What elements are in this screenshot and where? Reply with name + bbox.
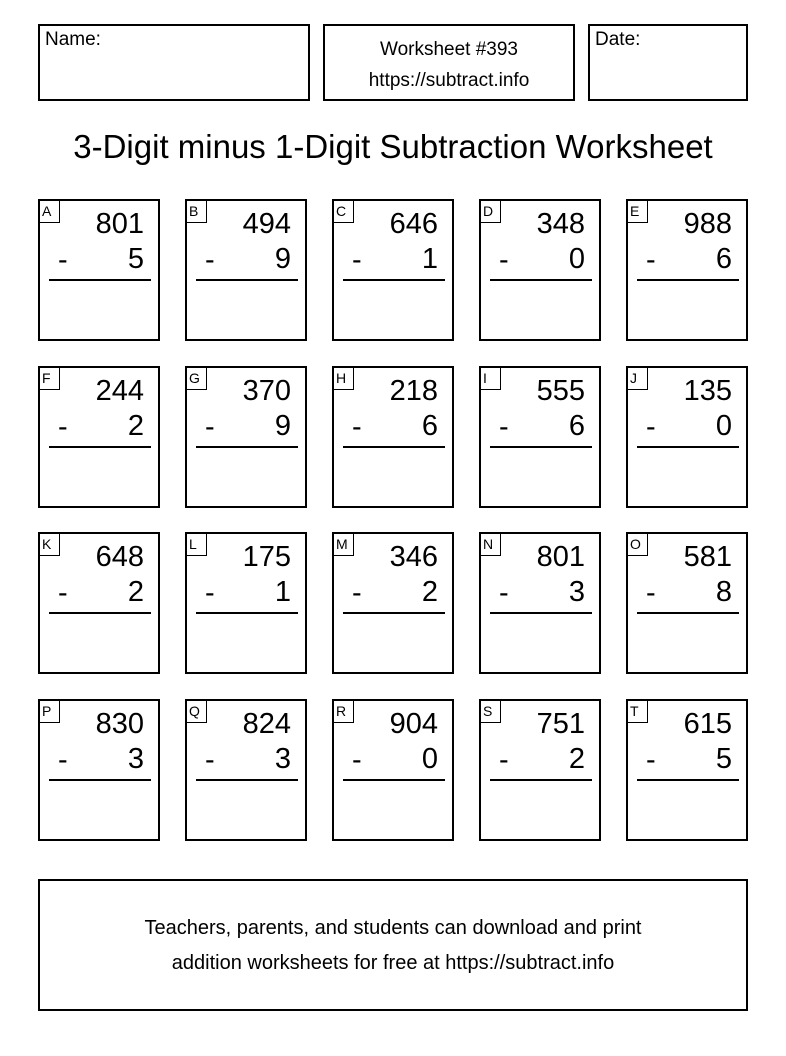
answer-line [637,446,739,448]
minuend: 988 [683,208,732,240]
problem-letter: G [187,368,207,390]
problem-d[interactable] [479,199,601,341]
problem-c[interactable] [332,199,454,341]
answer-line [637,779,739,781]
minus-sign: - [499,244,509,276]
minuend: 370 [242,375,291,407]
problem-e[interactable] [626,199,748,341]
minus-sign: - [352,577,362,609]
problem-k[interactable] [38,532,160,674]
problem-p[interactable] [38,699,160,841]
problem-j[interactable] [626,366,748,508]
problem-letter: Q [187,701,207,723]
answer-line [343,612,445,614]
answer-line [196,612,298,614]
minus-sign: - [205,577,215,609]
problem-letter: E [628,201,648,223]
minuend: 555 [536,375,585,407]
answer-line [490,779,592,781]
subtrahend: 6 [568,410,585,442]
problem-r[interactable] [332,699,454,841]
problem-i[interactable] [479,366,601,508]
minus-sign: - [352,411,362,443]
answer-line [637,279,739,281]
problem-letter: J [628,368,648,390]
minus-sign: - [646,411,656,443]
subtrahend: 8 [715,576,732,608]
minuend: 135 [683,375,732,407]
minuend: 348 [536,208,585,240]
name-box[interactable] [38,24,310,101]
subtrahend: 2 [568,743,585,775]
subtrahend: 1 [421,243,438,275]
subtrahend: 3 [274,743,291,775]
problem-letter: K [40,534,60,556]
problem-f[interactable] [38,366,160,508]
minuend: 751 [536,708,585,740]
answer-line [49,279,151,281]
minuend: 346 [389,541,438,573]
answer-line [196,279,298,281]
worksheet-info-box [323,24,575,101]
problem-letter: M [334,534,354,556]
minus-sign: - [58,411,68,443]
minus-sign: - [205,411,215,443]
minuend: 615 [683,708,732,740]
subtrahend: 2 [127,576,144,608]
footer-line-1: Teachers, parents, and students can download and print [144,917,642,939]
answer-line [49,612,151,614]
problem-letter: R [334,701,354,723]
minus-sign: - [58,244,68,276]
problem-letter: N [481,534,501,556]
subtrahend: 3 [127,743,144,775]
answer-line [637,612,739,614]
problem-letter: C [334,201,354,223]
answer-line [343,446,445,448]
answer-line [49,779,151,781]
minus-sign: - [646,244,656,276]
minuend: 218 [389,375,438,407]
problem-letter: B [187,201,207,223]
problem-letter: H [334,368,354,390]
answer-line [49,446,151,448]
minuend: 581 [683,541,732,573]
subtrahend: 0 [421,743,438,775]
minuend: 904 [389,708,438,740]
subtrahend: 5 [715,743,732,775]
problem-letter: P [40,701,60,723]
answer-line [490,612,592,614]
date-label: Date: [595,29,641,50]
minuend: 175 [242,541,291,573]
minuend: 244 [95,375,144,407]
problem-a[interactable] [38,199,160,341]
minuend: 801 [95,208,144,240]
problem-letter: A [40,201,60,223]
worksheet-url: https://subtract.info [368,70,530,91]
answer-line [343,779,445,781]
answer-line [343,279,445,281]
problem-letter: L [187,534,207,556]
minuend: 494 [242,208,291,240]
problem-o[interactable] [626,532,748,674]
minuend: 824 [242,708,291,740]
subtrahend: 3 [568,576,585,608]
footer-line-2: addition worksheets for free at https://subtract.info [171,952,615,974]
subtrahend: 0 [715,410,732,442]
answer-line [196,446,298,448]
minus-sign: - [499,577,509,609]
answer-line [196,779,298,781]
problem-q[interactable] [185,699,307,841]
minus-sign: - [58,744,68,776]
problem-g[interactable] [185,366,307,508]
minus-sign: - [352,244,362,276]
problem-m[interactable] [332,532,454,674]
problem-s[interactable] [479,699,601,841]
subtrahend: 1 [274,576,291,608]
minus-sign: - [352,744,362,776]
minuend: 801 [536,541,585,573]
name-label: Name: [45,29,101,50]
minus-sign: - [499,744,509,776]
problem-letter: T [628,701,648,723]
date-box[interactable] [588,24,748,101]
minus-sign: - [205,244,215,276]
problem-letter: S [481,701,501,723]
problem-l[interactable] [185,532,307,674]
problem-n[interactable] [479,532,601,674]
problem-letter: I [481,368,501,390]
subtrahend: 6 [421,410,438,442]
answer-line [490,279,592,281]
minuend: 646 [389,208,438,240]
minus-sign: - [646,744,656,776]
problem-t[interactable] [626,699,748,841]
minus-sign: - [58,577,68,609]
minus-sign: - [205,744,215,776]
subtrahend: 9 [274,243,291,275]
subtrahend: 2 [127,410,144,442]
problem-b[interactable] [185,199,307,341]
subtrahend: 9 [274,410,291,442]
subtrahend: 2 [421,576,438,608]
footer-box [38,879,748,1011]
minus-sign: - [499,411,509,443]
subtrahend: 5 [127,243,144,275]
page-title: 3-Digit minus 1-Digit Subtraction Worksheet [73,128,713,165]
minuend: 648 [95,541,144,573]
minuend: 830 [95,708,144,740]
problem-h[interactable] [332,366,454,508]
problem-letter: F [40,368,60,390]
problem-letter: O [628,534,648,556]
worksheet-number: Worksheet #393 [379,39,518,60]
answer-line [490,446,592,448]
minus-sign: - [646,577,656,609]
subtrahend: 0 [568,243,585,275]
problem-letter: D [481,201,501,223]
subtrahend: 6 [715,243,732,275]
